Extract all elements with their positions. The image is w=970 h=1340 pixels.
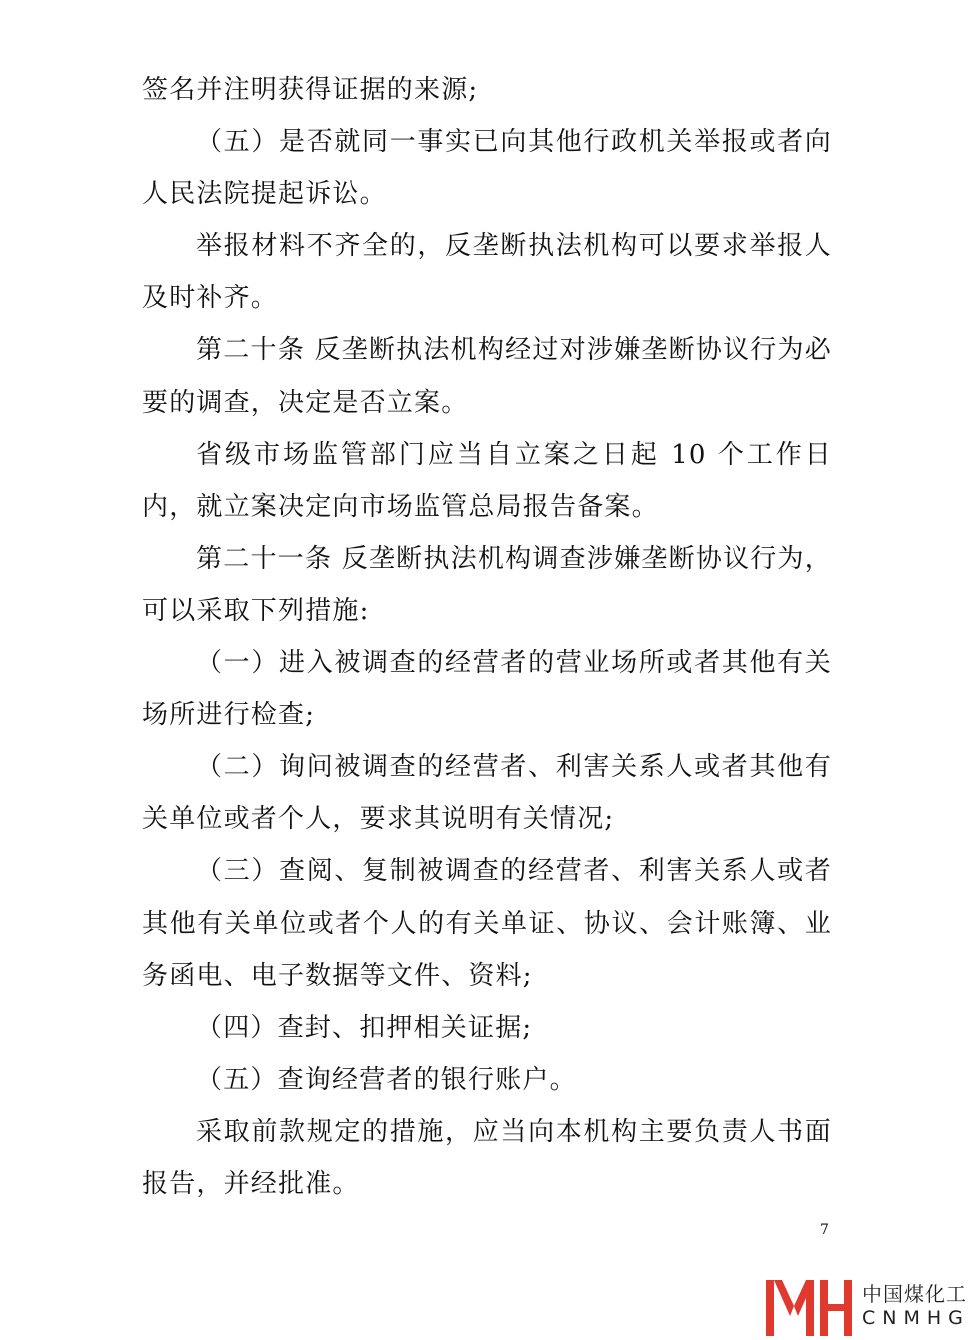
paragraph-incomplete-materials: 举报材料不齐全的，反垄断执法机构可以要求举报人及时补齐。: [142, 231, 832, 314]
paragraph-evidence-source: 签名并注明获得证据的来源;: [142, 75, 479, 105]
paragraph-approval: 采取前款规定的措施，应当向本机构主要负责人书面报告，并经批准。: [142, 1116, 832, 1199]
cnmhg-logo-icon: [764, 1276, 856, 1338]
page-number: 7: [820, 1222, 829, 1238]
paragraph-measure-4: （四）查封、扣押相关证据;: [196, 1012, 533, 1043]
document-body: [142, 64, 832, 1210]
paragraph-item-5-report: （五）是否就同一事实已向其他行政机关举报或者向人民法院提起诉讼。: [142, 127, 832, 210]
paragraph-measure-2: （二）询问被调查的经营者、利害关系人或者其他有关单位或者个人，要求其说明有关情况;: [142, 752, 832, 835]
paragraph-measure-5: （五）查询经营者的银行账户。: [196, 1064, 577, 1095]
paragraph-provincial-filing: 省级市场监管部门应当自立案之日起 10 个工作日内，就立案决定向市场监管总局报告备案。: [142, 439, 832, 522]
watermark-name-en: CNMHG: [862, 1307, 970, 1329]
paragraph-article-20: 第二十条 反垄断执法机构经过对涉嫌垄断协议行为必要的调查，决定是否立案。: [142, 335, 832, 418]
paragraph-measure-1: （一）进入被调查的经营者的营业场所或者其他有关场所进行检查;: [142, 648, 832, 731]
watermark-name-cn: 中国煤化工: [862, 1282, 967, 1306]
paragraph-measure-3: （三）查阅、复制被调查的经营者、利害关系人或者其他有关单位或者个人的有关单证、协议、会计账簿、业务函电、电子数据等文件、资料;: [142, 856, 832, 991]
paragraph-article-21: 第二十一条 反垄断执法机构调查涉嫌垄断协议行为，可以采取下列措施:: [142, 543, 832, 626]
watermark-logo: [764, 1276, 968, 1338]
